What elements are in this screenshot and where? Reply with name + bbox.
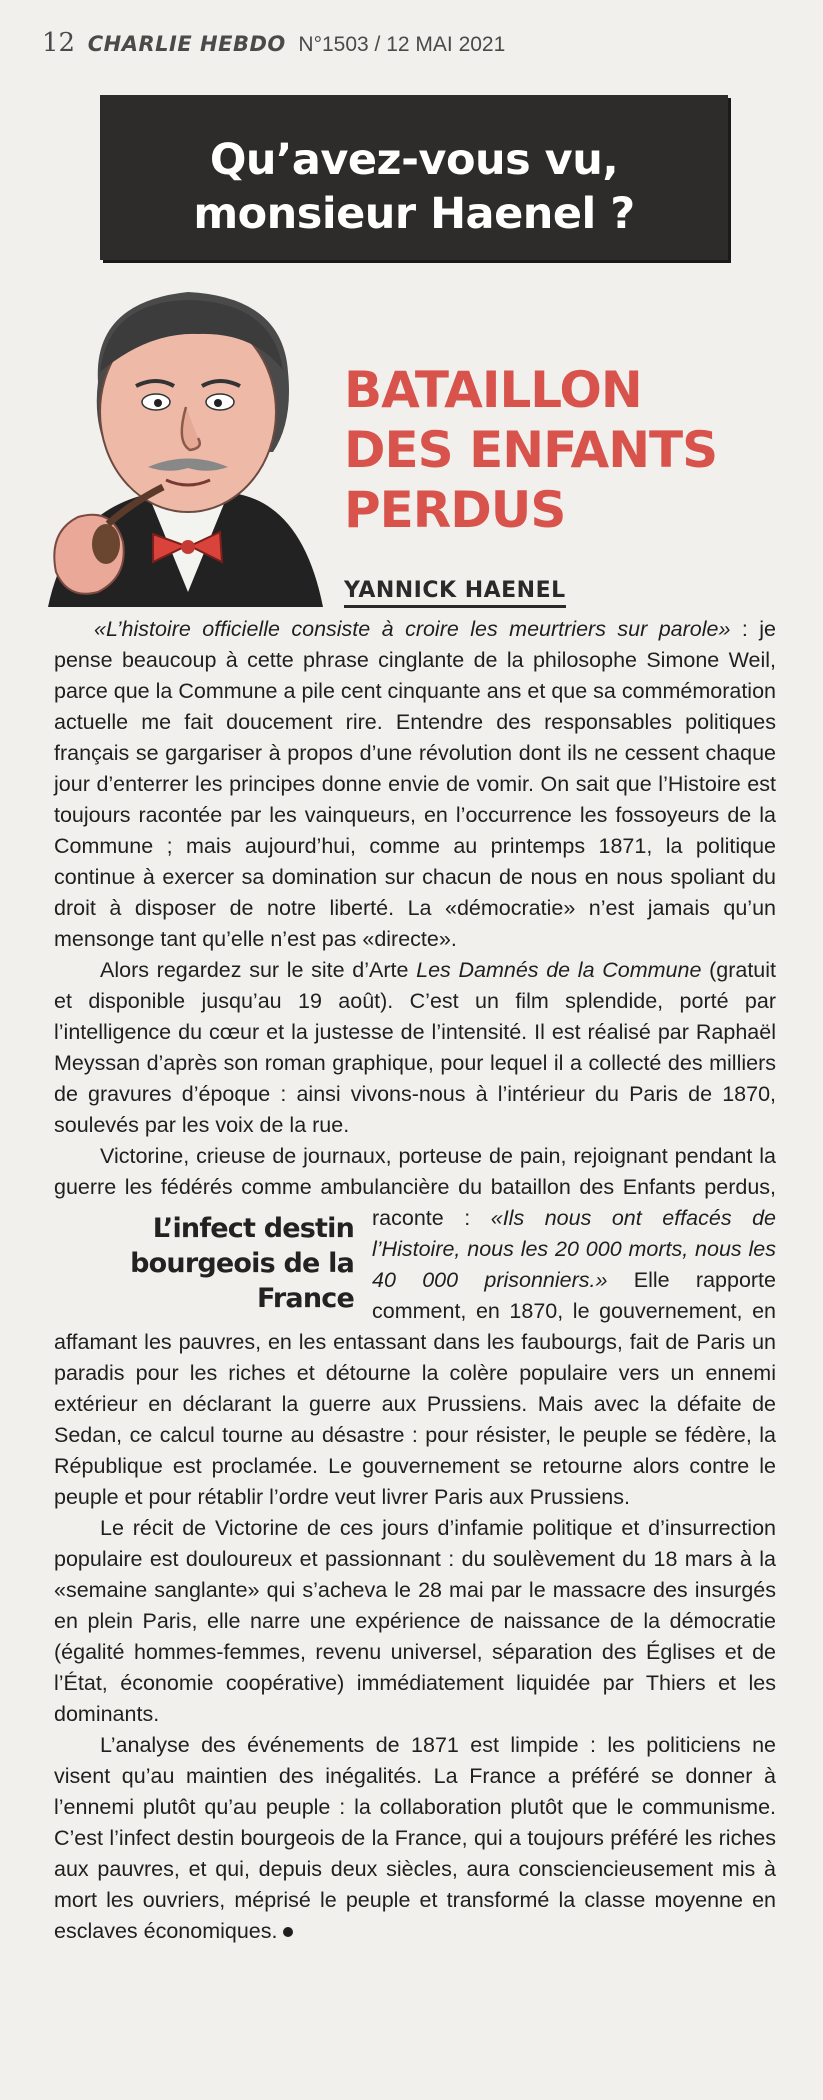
paragraph-2-text-b: (gratuit et disponible jusqu’au 19 août). C’est un film splendide, porté par l’intelligence du cœur et la justesse de l’intensité. Il est réalisé par Raphaël Meyssan d’après son roman graphique, pour lequel il a collecté des milliers de gravures d’époque : ainsi vivons-nous à l’intérieur du Paris de 1870, soulevés par les voix de la rue. — [54, 958, 776, 1137]
paragraph-3 — [54, 1141, 776, 1513]
paragraph-1-text: : je pense beaucoup à cette phrase cinglante de la philosophe Simone Weil, parce que la Commune a pile cent cinquante ans et que sa commémoration actuelle me fait doucement rire. Entendre des responsables politiques français se gargariser à propos d’une révolution dont ils ne cessent chaque jour d’enterrer les principes donne envie de vomir. On sait que l’Histoire est toujours racontée par les vainqueurs, en l’occurrence les fossoyeurs de la Commune ; mais aujourd’hui, comme au printemps 1871, la politique continue à exercer sa domination sur chacun de nous en nous spoliant du droit à disposer de notre liberté. La «démocratie» n’est jamais qu’un mensonge tant qu’elle n’est pas «directe». — [54, 617, 777, 951]
page-header — [42, 28, 505, 58]
article-body — [54, 614, 776, 1947]
title-box — [100, 95, 728, 260]
opening-quote: «L’histoire officielle consiste à croire les meurtriers sur parole» — [94, 617, 731, 641]
paragraph-5 — [54, 1730, 776, 1947]
paragraph-4: Le récit de Victorine de ces jours d’infamie politique et d’insurrection populaire est douloureux et passionnant : du soulèvement du 18 mars à la «semaine sanglante» qui s’acheva le 28 mai par le massacre des insurgés en plein Paris, elle narre une expérience de naissance de la démocratie (égalité hommes-femmes, revenu universel, séparation des Églises et de l’État, économie coopérative) immédiatement liquidée par Thiers et les dominants. — [54, 1516, 776, 1726]
paragraph-3-text-a: Victorine, crieuse de journaux, porteuse de pain, rejoignant pendant la guerre les fédérés comme ambulancière du bataillon des Enfants perdus, raconte : — [54, 1144, 776, 1230]
article-title: Qu’avez-vous vu, monsieur Haenel ? — [193, 135, 635, 239]
victorine-quote: «Ils nous ont effacés de l’Histoire, nous les 20 000 morts, nous les 40 000 prisonniers.» — [372, 1206, 777, 1292]
author-caricature — [38, 262, 338, 607]
page-number: 12 — [42, 28, 76, 58]
paragraph-5-text: L’analyse des événements de 1871 est limpide : les politiciens ne visent qu’au maintien des inégalités. La France a préféré se donner à l’ennemi plutôt qu’au peuple : la collaboration plutôt que le communisme. C’est l’infect destin bourgeois de la France, qui a toujours préféré les riches aux pauvres, et qui, depuis deux siècles, aura consciencieusement mis à mort les ouvriers, méprisé le peuple et transformé la classe moyenne en esclaves économiques. — [54, 1733, 776, 1943]
paragraph-2 — [54, 955, 776, 1141]
column-title: BATAILLON DES ENFANTS PERDUS — [344, 361, 718, 539]
author-byline: YANNICK HAENEL — [344, 578, 566, 608]
publication-name: CHARLIE HEBDO — [87, 32, 286, 56]
pull-quote: L’infect destin bourgeois de la France — [130, 1213, 354, 1314]
issue-info: N°1503 / 12 MAI 2021 — [298, 33, 506, 56]
paragraph-1 — [54, 614, 776, 955]
paragraph-2-text-a: Alors regardez sur le site d’Arte — [100, 958, 417, 982]
film-title: Les Damnés de la Commune — [416, 958, 702, 982]
paragraph-3-text-b: Elle rapporte comment, en 1870, le gouvernement, en affamant les pauvres, en les entassant dans les faubourgs, fait de Paris un paradis pour les riches et détourne la colère populaire vers un ennemi extérieur en déclarant la guerre aux Prussiens. Mais avec la défaite de Sedan, ce calcul tourne au désastre : pour résister, le peuple se fédère, la République est proclamée. Le gouvernement se retourne alors contre le peuple et pour rétablir l’ordre veut livrer Paris aux Prussiens. — [54, 1268, 776, 1509]
end-mark-icon — [283, 1927, 293, 1937]
